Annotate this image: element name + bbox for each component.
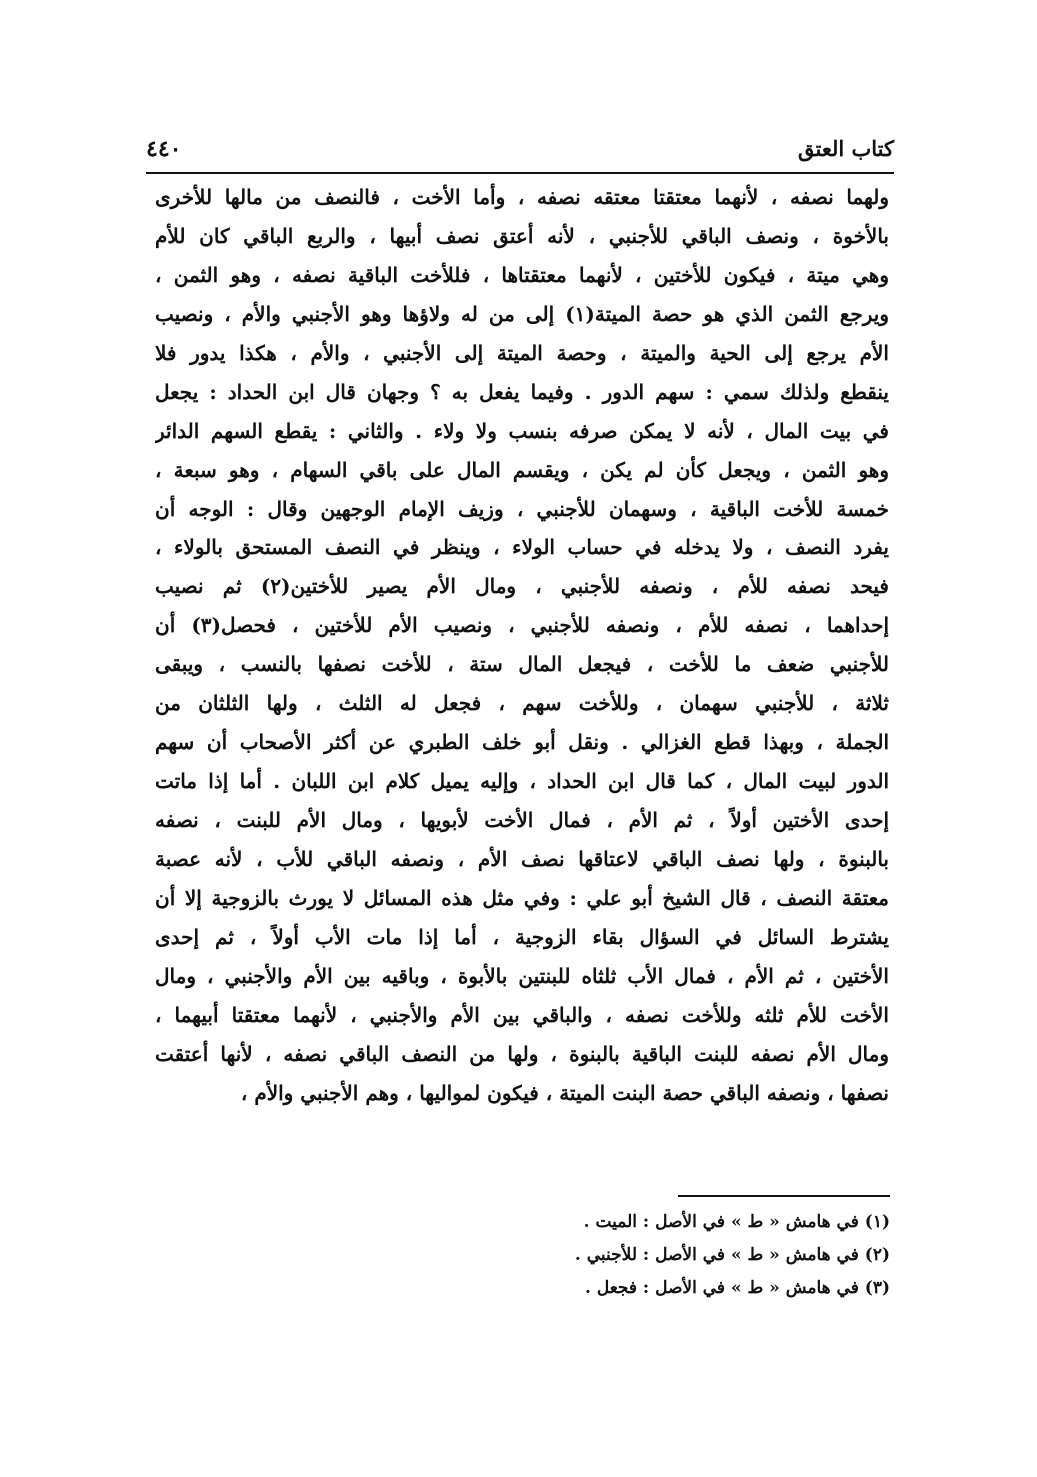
footnote-3: (٣) في هامش « ط » في الأصل : فجعل . (584, 1278, 890, 1298)
running-title: كتاب العتق (797, 136, 894, 161)
page-number: ٤٤٠ (146, 136, 182, 162)
text-line: ينقطع ولذلك سمي : سهم الدور . وفيما يفعل به ؟ وجهان قال ابن الحداد : يجعل (155, 379, 889, 404)
page-header (146, 128, 894, 174)
text-line: ثلاثة ، للأجنبي سهمان ، وللأخت سهم ، فجعل له الثلث ، ولها الثلثان من (155, 691, 889, 716)
footnote-2: (٢) في هامش « ط » في الأصل : للأجنبي . (574, 1245, 890, 1265)
text-line: للأجنبي ضعف ما للأخت ، فيجعل المال ستة ، للأخت نصفها بالنسب ، ويبقى (155, 652, 889, 677)
text-line: الأم يرجع إلى الحية والميتة ، وحصة الميتة إلى الأجنبي ، والأم ، هكذا يدور فلا (155, 340, 889, 365)
text-line: ومال الأم نصفه للبنت الباقية بالبنوة ، ولها من النصف الباقي نصفه ، لأنها أعتقت (155, 1041, 889, 1066)
footnote-separator (678, 1195, 890, 1197)
text-line: وهي ميتة ، فيكون للأختين ، لأنهما معتقتاها ، فللأخت الباقية نصفه ، وهو الثمن ، (155, 262, 889, 287)
text-line: بالأخوة ، ونصف الباقي للأجنبي ، لأنه أعتق نصف أبيها ، والربع الباقي كان للأم (155, 223, 889, 248)
text-line: في بيت المال ، لأنه لا يمكن صرفه بنسب ولا ولاء . والثاني : يقطع السهم الدائر (155, 418, 889, 443)
text-line: معتقة النصف ، قال الشيخ أبو علي : وفي مثل هذه المسائل لا يورث بالزوجية إلا أن (155, 885, 889, 910)
text-line: بالبنوة ، ولها نصف الباقي لاعتاقها نصف الأم ، ونصفه الباقي للأب ، لأنه عصبة (155, 846, 889, 871)
footnote-1: (١) في هامش « ط » في الأصل : الميت . (583, 1212, 890, 1232)
text-line: الجملة ، وبهذا قطع الغزالي . ونقل أبو خلف الطبري عن أكثر الأصحاب أن سهم (155, 730, 889, 755)
text-line: خمسة للأخت الباقية ، وسهمان للأجنبي ، وزيف الإمام الوجهين وقال : الوجه أن (155, 496, 889, 521)
text-line: يشترط السائل في السؤال بقاء الزوجية ، أما إذا مات الأب أولاً ، ثم إحدى (155, 924, 889, 949)
text-line: نصفها ، ونصفه الباقي حصة البنت الميتة ، فيكون لمواليها ، وهم الأجنبي والأم ، (240, 1080, 889, 1105)
text-line: الأخت للأم ثلثه وللأخت نصفه ، والباقي بين الأم والأجنبي ، لأنهما معتقتا أبيهما ، (155, 1002, 889, 1027)
footnotes (500, 1206, 890, 1305)
text-line: إحداهما ، نصفه للأم ، ونصفه للأجنبي ، ونصيب الأم للأختين ، فحصل(٣) أن (155, 613, 889, 638)
main-text (155, 178, 889, 1113)
text-line: وهو الثمن ، ويجعل كأن لم يكن ، ويقسم المال على باقي السهام ، وهو سبعة ، (155, 457, 889, 482)
text-line: الدور لبيت المال ، كما قال ابن الحداد ، وإليه يميل كلام ابن اللبان . أما إذا ماتت (155, 769, 889, 794)
text-line: إحدى الأختين أولاً ، ثم الأم ، فمال الأخت لأبويها ، ومال الأم للبنت ، نصفه (155, 808, 889, 832)
text-line: ولهما نصفه ، لأنهما معتقتا معتقه نصفه ، وأما الأخت ، فالنصف من مالها للأخرى (155, 185, 889, 209)
text-line: الأختين ، ثم الأم ، فمال الأب ثلثاه للبنتين بالأبوة ، وباقيه بين الأم والأجنبي ، ومال (155, 963, 889, 988)
text-line: يفرد النصف ، ولا يدخله في حساب الولاء ، وينظر في النصف المستحق بالولاء ، (155, 535, 889, 560)
text-line: فيحد نصفه للأم ، ونصفه للأجنبي ، ومال الأم يصير للأختين(٢) ثم نصيب (155, 574, 889, 599)
text-line: ويرجع الثمن الذي هو حصة الميتة(١) إلى من له ولاؤها وهو الأجنبي والأم ، ونصيب (155, 301, 889, 326)
